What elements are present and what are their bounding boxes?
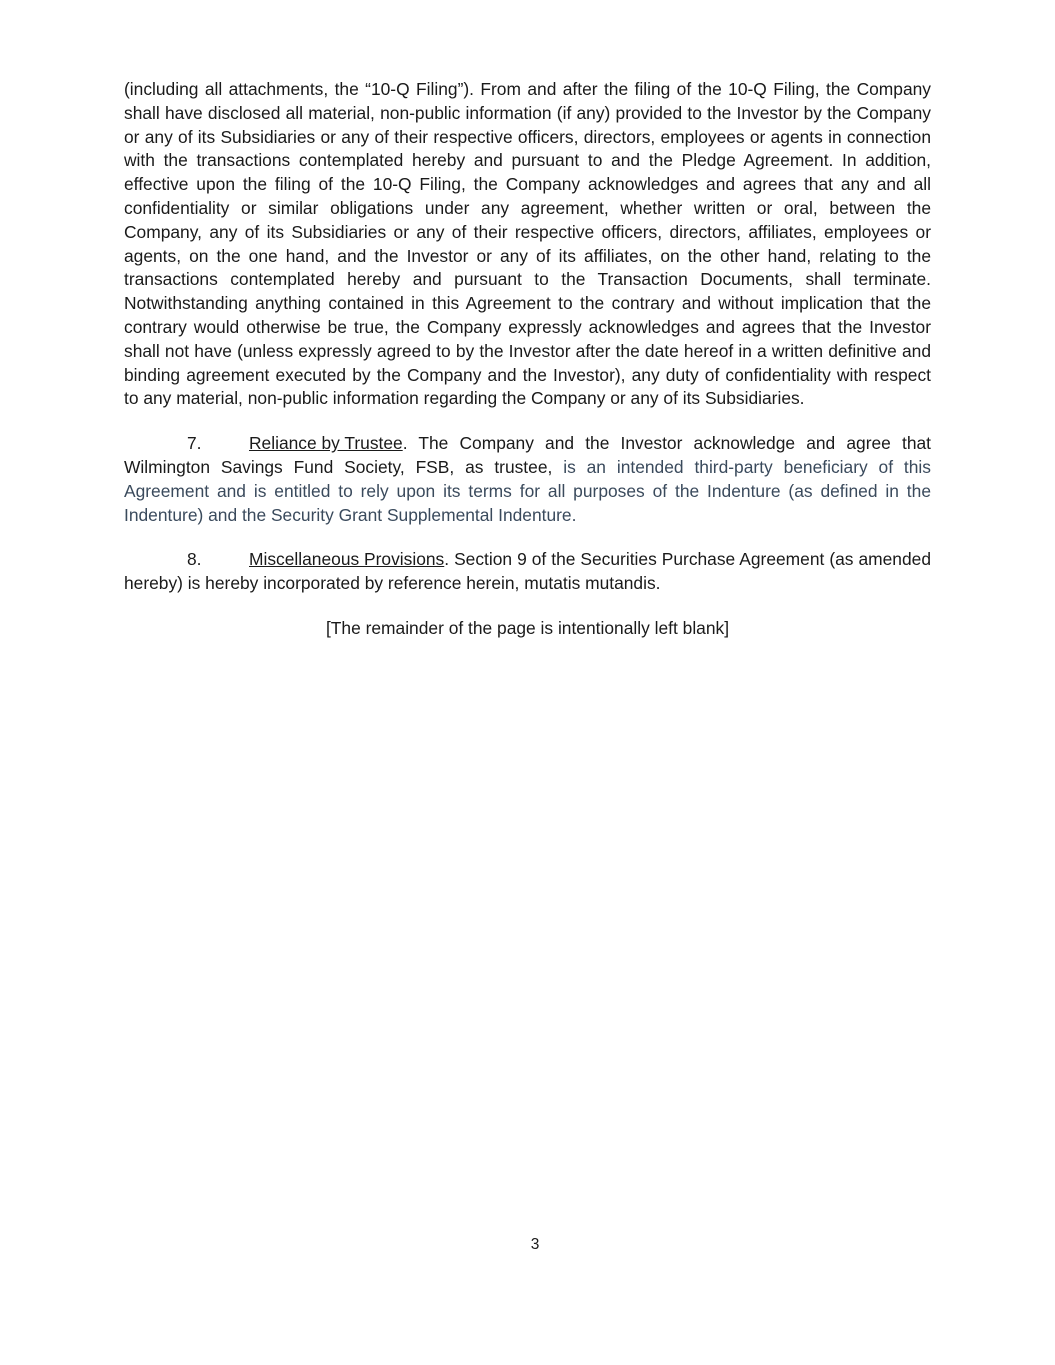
- document-body: [124, 78, 931, 641]
- paragraph-continued: (including all attachments, the “10-Q Filing”). From and after the filing of the 10-Q Filing, the Company shall have disclosed all material, non-public information (if any) provided to the Investor by the Company or any of its Subsidiaries or any of their respective officers, directors, employees or agents in connection with the transactions contemplated hereby and pursuant to and the Pledge Agreement. In addition, effective upon the filing of the 10-Q Filing, the Company acknowledges and agrees that any and all confidentiality or similar obligations under any agreement, whether written or oral, between the Company, any of its Subsidiaries or any of their respective officers, directors, affiliates, employees or agents, on the one hand, and the Investor or any of its affiliates, on the other hand, relating to the transactions contemplated hereby and pursuant to the Transaction Documents, shall terminate. Notwithstanding anything contained in this Agreement to the contrary and without implication that the contrary would otherwise be true, the Company expressly acknowledges and agrees that the Investor shall not have (unless expressly agreed to by the Investor after the date hereof in a written definitive and binding agreement executed by the Company and the Investor), any duty of confidentiality with respect to any material, non-public information regarding the Company or any of its Subsidiaries.: [124, 79, 931, 409]
- section-7: [124, 432, 931, 527]
- page-number: 3: [530, 1236, 540, 1253]
- section-8: [124, 548, 931, 596]
- section-7-text: . The Company and the Investor acknowledge and agree that Wilmington Savings Fund Society, FSB, as trustee,: [124, 433, 931, 477]
- section-7-heading: Reliance by Trustee: [249, 433, 403, 454]
- blank-page-notice: [The remainder of the page is intentionally left blank]: [325, 617, 730, 638]
- section-7-number: 7.: [187, 433, 202, 454]
- section-8-text: . Section 9 of the Securities Purchase Agreement (as amended hereby) is hereby incorporated by reference herein, mutatis mutandis.: [124, 549, 931, 594]
- section-7-highlight-text: is an intended third-party beneficiary of this Agreement and is entitled to rely upon its terms for all purposes of the Indenture (as defined in the Indenture) and the Security Grant Supplemental Indenture.: [124, 456, 931, 525]
- section-8-number: 8.: [187, 549, 202, 570]
- section-8-heading: Miscellaneous Provisions: [249, 549, 445, 570]
